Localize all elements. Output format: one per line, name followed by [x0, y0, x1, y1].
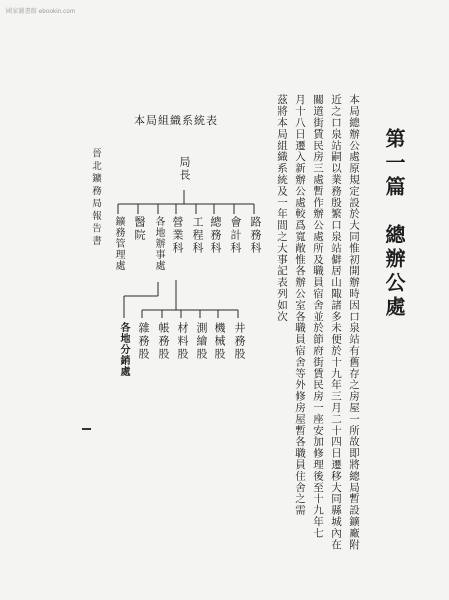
body-text-column-4: 月十八日遷入新辦公處較爲寬敞惟各辦公室各職員宿舍等外修房屋暫各職員住舍之需: [294, 94, 306, 516]
org-node-department: 總務科: [209, 216, 222, 255]
org-node-department: 路務科: [249, 216, 262, 255]
org-node-section: 材料股: [176, 322, 189, 361]
org-node-department: 鑛務管理處: [113, 216, 124, 271]
body-text-column-3: 關道街賃民房三處暫作辦公處所及職員宿舍並於節府街賃民房一座安加修理後至十九年七: [312, 94, 324, 539]
body-text-column-5: 茲將本局組織系統及一年間之大事記表列如次: [276, 94, 288, 322]
org-node-department: 各地辦事處: [153, 216, 164, 271]
margin-mark: [82, 428, 91, 430]
watermark: 國家圖書館 ebookin.com: [6, 9, 76, 15]
org-node-section: 雜務股: [137, 322, 150, 361]
org-node-section: 測繪股: [195, 322, 208, 361]
org-node-section: 機械股: [213, 322, 226, 361]
org-node-section: 帳務股: [157, 322, 170, 361]
org-chart-title: 本局組織系統表: [134, 114, 218, 127]
body-text-column-1: 本局總辦公處原規定設於大同惟初開辦時因口泉站有舊存之房屋一所故即將總局暫設鑛廠附: [348, 94, 360, 550]
org-node-section: 井務股: [233, 322, 246, 361]
book-title-note: 晉北鑛務局報告書: [90, 148, 101, 248]
org-node-department: 營業科: [171, 216, 184, 255]
chapter-title: 第一篇 總辦公處: [382, 128, 406, 320]
body-text-column-2: 近之口泉站嗣以業務殷繁口泉站僻居山陬諸多未便於十九年三月二十四日遷移大同縣城內在: [330, 94, 342, 550]
org-node-department: 工程科: [191, 216, 204, 255]
org-node-root: 局長: [178, 156, 191, 182]
org-node-department: 醫院: [133, 216, 146, 242]
org-node-department: 會計科: [229, 216, 242, 255]
org-node-branch: 各地分銷處: [118, 322, 129, 377]
